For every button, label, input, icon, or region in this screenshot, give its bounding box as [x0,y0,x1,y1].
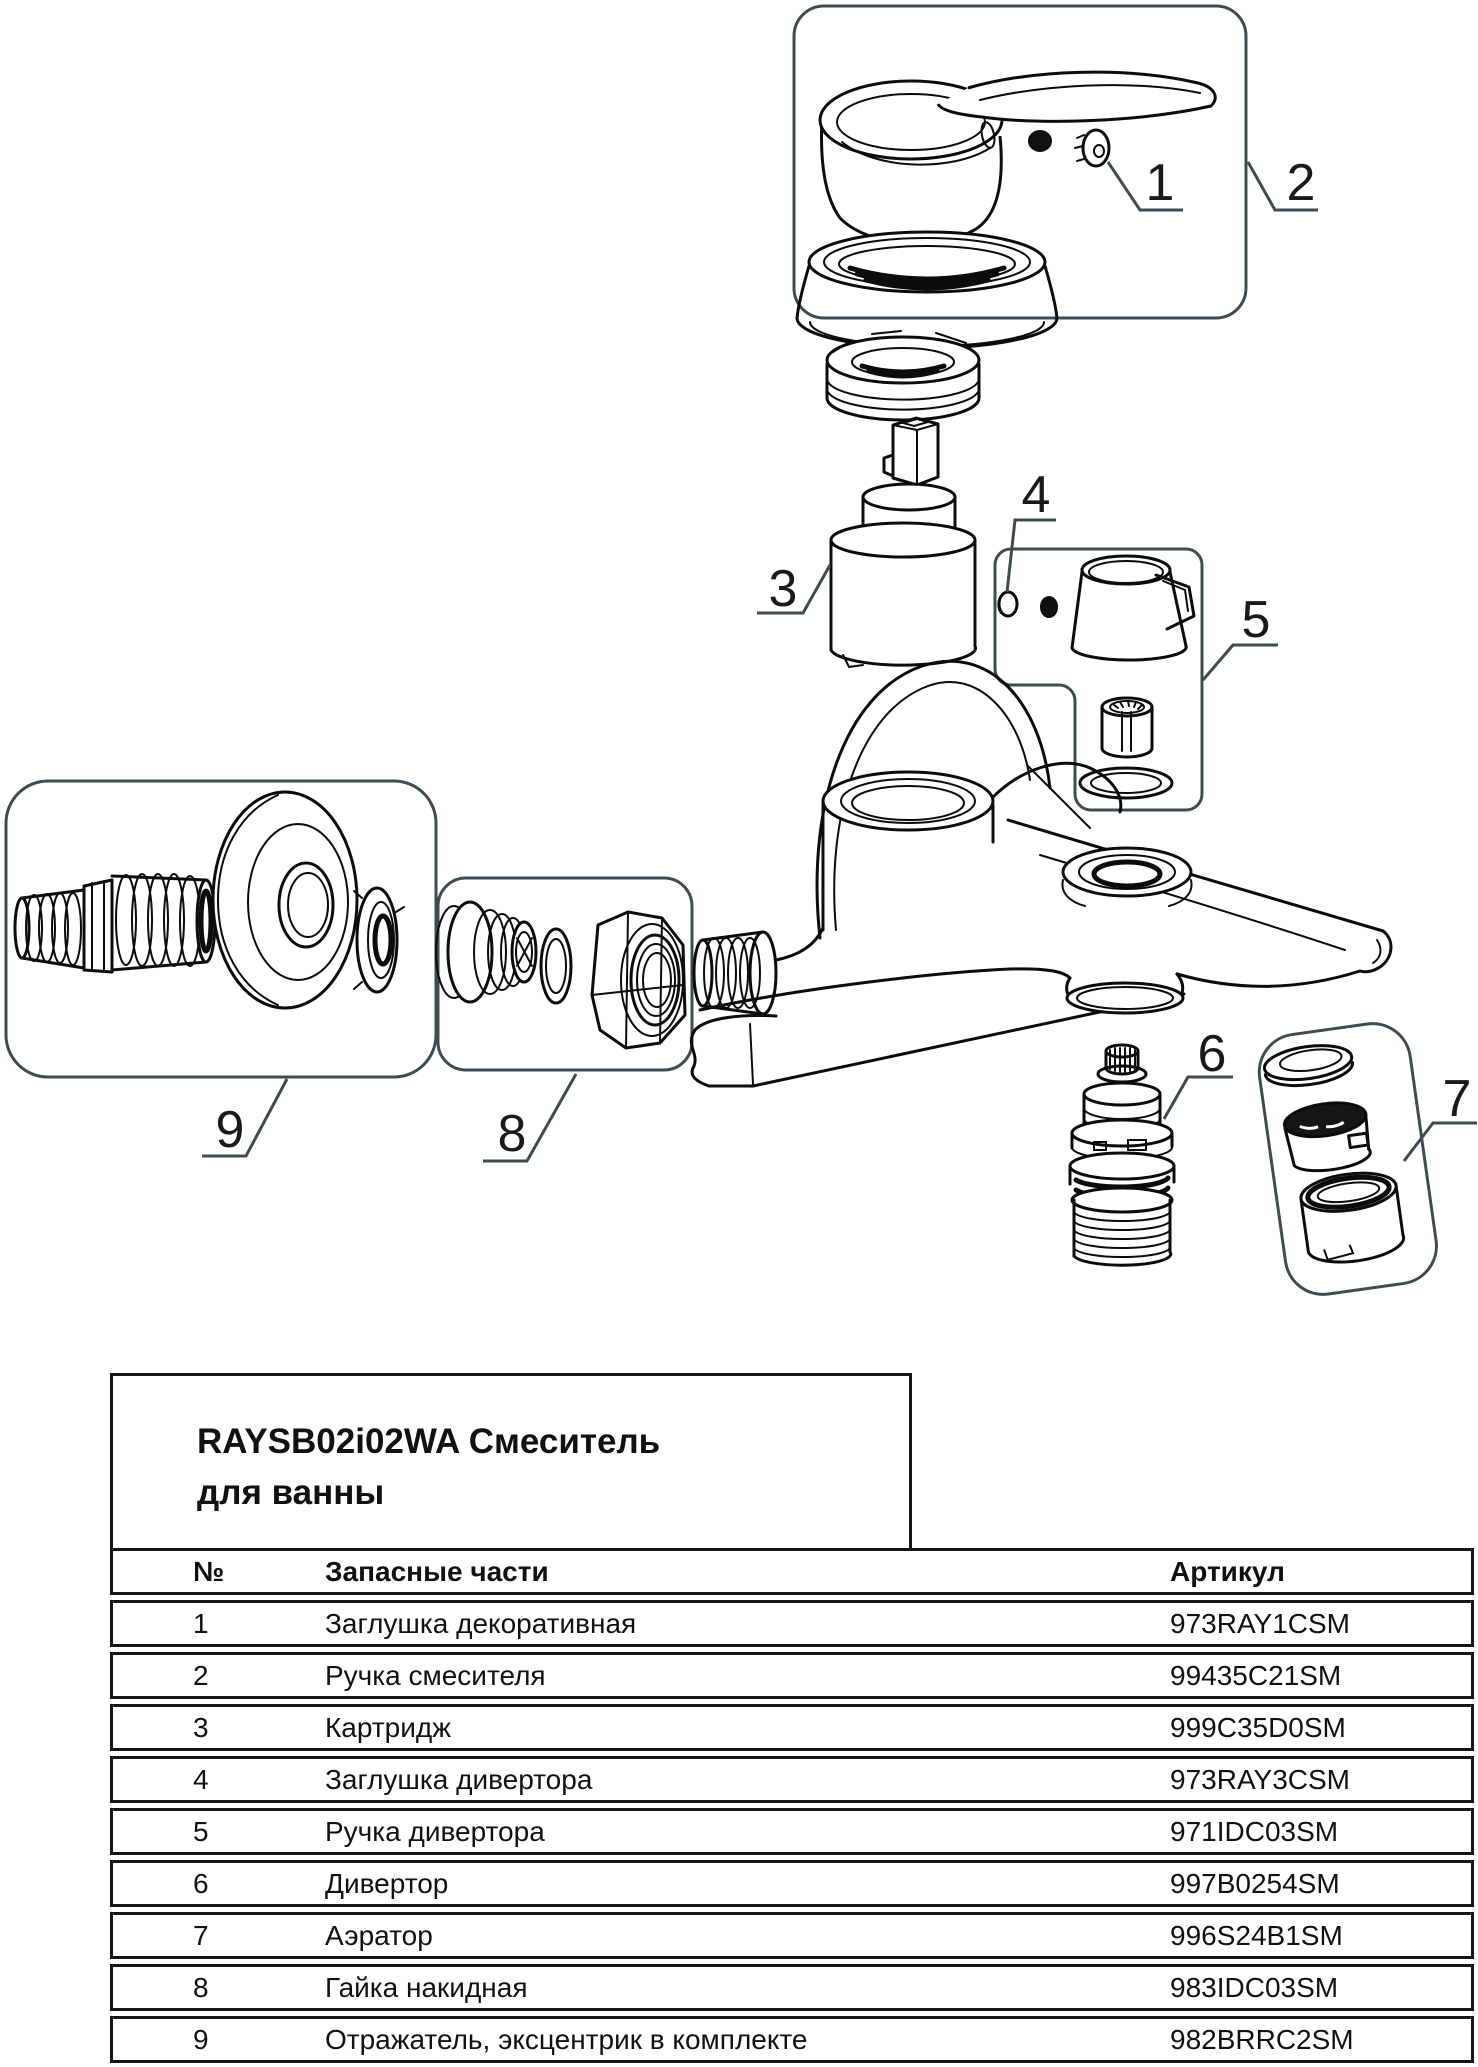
part-label-4: 4 [1021,466,1051,524]
product-title-line2: для ванны [197,1473,385,1512]
hose-adapter-drawing [436,902,536,1002]
eccentric-drawing [15,874,215,972]
product-title-block [110,1373,912,1548]
escutcheon-insert-drawing [354,888,404,992]
table-row [110,1860,1474,1907]
row-name: Отражатель, эксцентрик в комплекте [325,2023,808,2055]
table-row [110,1964,1474,2011]
o-ring-drawing [1080,768,1172,798]
row-name: Ручка смесителя [325,1659,546,1691]
row-name: Гайка накидная [325,1971,528,2003]
row-name: Картридж [325,1711,451,1743]
table-row [110,1704,1474,1751]
product-title-line1: RAYSB02i02WA Смеситель [197,1422,661,1461]
diverter-cartridge-drawing [1070,1045,1174,1265]
row-num: 7 [193,1919,209,1951]
union-nut-drawing [592,912,685,1048]
table-header-row [110,1548,1474,1595]
part-label-9: 9 [215,1101,245,1159]
faucet-body-drawing [691,661,1391,1086]
row-art: 973RAY1CSM [1170,1607,1351,1639]
handle-base-ring-drawing [797,232,1057,348]
part-label-2: 2 [1286,154,1316,212]
aerator-kit-drawing [1262,1037,1406,1270]
leader-line-6 [1164,1077,1233,1119]
row-art: 971IDC03SM [1170,1815,1339,1847]
row-num: 2 [193,1659,209,1691]
row-num: 4 [193,1763,209,1795]
row-name: Заглушка декоративная [325,1607,637,1639]
leader-line-5 [1203,645,1278,680]
cartridge-drawing [831,418,975,667]
row-name: Ручка дивертора [325,1815,545,1847]
escutcheon-drawing [213,792,357,1008]
row-art: 997B0254SM [1170,1867,1340,1899]
spline-adapter-drawing [1102,698,1152,757]
row-art: 999C35D0SM [1170,1711,1346,1743]
diverter-plug-drawing [998,592,1057,617]
row-art: 99435C21SM [1170,1659,1342,1691]
row-num: 1 [193,1607,209,1639]
part-label-5: 5 [1241,591,1271,649]
row-art: 982BRRC2SM [1170,2023,1354,2055]
row-num: 8 [193,1971,209,2003]
washer-drawing [541,929,571,1003]
leader-line-7 [1404,1123,1477,1161]
table-row [110,1756,1474,1803]
header-art: Артикул [1170,1555,1285,1587]
parts-table [110,1548,1474,2063]
row-name: Аэратор [325,1919,433,1951]
part-label-1: 1 [1145,154,1175,212]
row-num: 5 [193,1815,209,1847]
table-row [110,1912,1474,1959]
part-label-6: 6 [1197,1025,1227,1083]
header-num: № [193,1555,225,1587]
row-art: 983IDC03SM [1170,1971,1339,2003]
table-row [110,2016,1474,2063]
row-art: 996S24B1SM [1170,1919,1343,1951]
decorative-plug-drawing [1075,130,1109,166]
row-name: Заглушка дивертора [325,1763,593,1795]
header-name: Запасные части [325,1555,549,1587]
set-screw-drawing [1029,131,1051,151]
cartridge-nut-drawing [827,331,979,420]
diverter-handle-drawing [1072,556,1194,660]
part-label-7: 7 [1442,1070,1472,1128]
part-label-8: 8 [497,1105,527,1163]
table-row [110,1808,1474,1855]
row-num: 3 [193,1711,209,1743]
table-row [110,1600,1474,1647]
leader-line-4 [1007,520,1056,592]
row-num: 9 [193,2023,209,2055]
row-name: Дивертор [325,1867,449,1899]
part-label-3: 3 [768,560,798,618]
row-art: 973RAY3CSM [1170,1763,1351,1795]
table-row [110,1652,1474,1699]
row-num: 6 [193,1867,209,1899]
